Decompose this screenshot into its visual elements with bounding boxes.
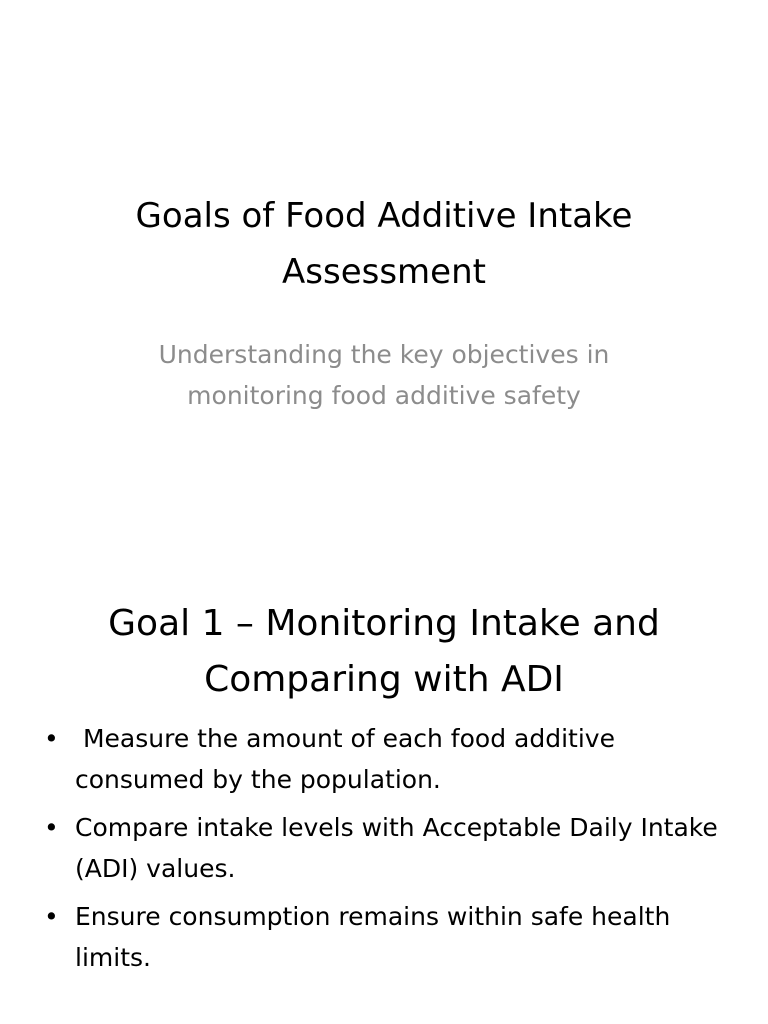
slide-heading: Goal 1 – Monitoring Intake and Comparing with ADI xyxy=(108,603,660,700)
bullet-list xyxy=(40,718,728,985)
content-slide xyxy=(0,512,768,1024)
bullet-text: Ensure consumption remains within safe health limits. xyxy=(75,902,671,972)
bullet-item xyxy=(40,807,728,889)
bullet-icon: • xyxy=(44,813,59,842)
bullet-text: Measure the amount of each food additive consumed by the population. xyxy=(75,724,623,794)
bullet-item xyxy=(40,718,728,800)
bullet-text: Compare intake levels with Acceptable Daily Intake (ADI) values. xyxy=(75,813,718,883)
bullet-item xyxy=(40,896,728,978)
slide-subtitle: Understanding the key objectives in monitoring food additive safety xyxy=(158,340,610,410)
bullet-icon: • xyxy=(44,902,59,931)
bullet-icon: • xyxy=(44,724,59,753)
slide-title: Goals of Food Additive Intake Assessment xyxy=(135,196,633,292)
